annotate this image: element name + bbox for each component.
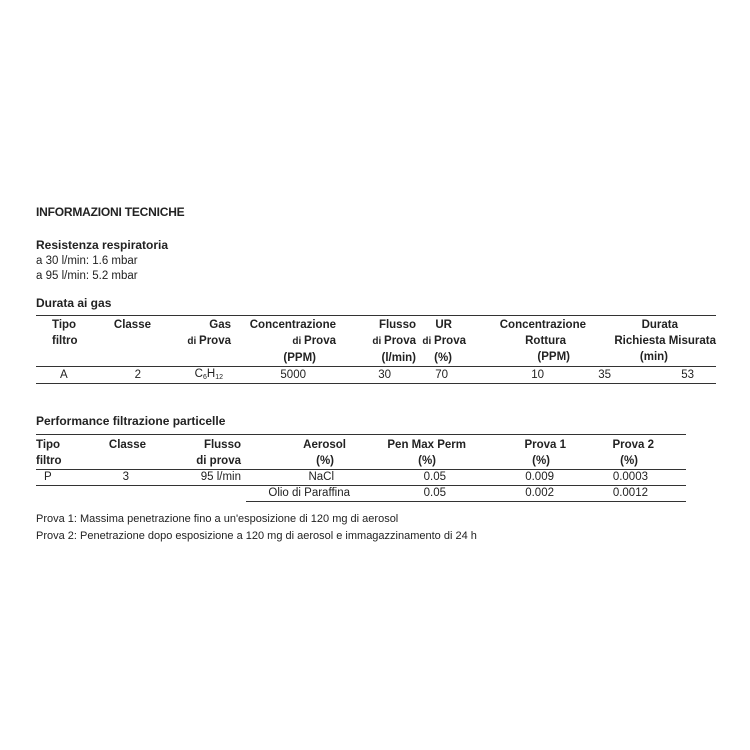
cell-classe: 2 [134,368,141,381]
cell-pen: 0.05 [356,486,476,502]
cell-pen: 0.05 [423,471,446,483]
table-row [36,486,686,502]
cell-prova2: 0.0012 [576,486,656,502]
table-row [36,367,716,384]
col-header-ur: UR di Prova (%) [422,319,466,364]
cell-richiesta: 35 [598,368,611,381]
resistance-heading: Resistenza respiratoria [36,238,169,252]
cell-gas: $C_6H_{12}$ [194,368,223,381]
page-title: INFORMAZIONI TECNICHE [36,205,185,219]
cell-tipo: P [44,471,52,483]
col-header-prova1: Prova 1 (%) [524,439,566,467]
gas-duration-table [36,315,716,384]
cell-flusso: 95 l/min [200,471,241,483]
cell-misurata: 53 [681,368,694,381]
technical-info [36,205,716,545]
col-header-flusso: Flusso di Prova (l/min) [372,319,416,364]
col-header-classe: Classe [108,439,146,451]
table-header-row [36,435,686,470]
note-line: Prova 2: Penetrazione dopo esposizione a 120 mg di aerosol e immagazzinamento di 24 h [36,530,477,542]
col-header-gas: Gas di Prova [187,319,231,347]
particle-section [36,414,716,502]
gas-prova-word: Prova [199,335,231,347]
cell-tipo: A [60,368,68,381]
gas-duration-heading: Durata ai gas [36,296,112,310]
cell-aerosol: NaCl [308,471,334,483]
col-header-durata: Durata Richiesta Misurata (min) [614,319,716,363]
particle-table [36,434,686,502]
cell-classe: 3 [122,471,129,483]
col-header-classe: Classe [113,319,151,331]
cell-conc: 5000 [280,368,306,381]
resistance-line: a 30 l/min: 1.6 mbar [36,255,138,267]
note-line: Prova 1: Massima penetrazione fino a un'esposizione di 120 mg di aerosol [36,513,399,525]
notes [36,511,716,545]
cell-prova2: 0.0003 [612,471,648,483]
gas-duration-section [36,296,716,384]
col-header-aerosol: Aerosol (%) [303,439,346,467]
table-row [36,470,686,486]
col-header-conc: Concentrazione di Prova (PPM) [249,319,336,364]
col-header-prova2: Prova 2 (%) [612,439,654,467]
cell-flusso: 30 [378,368,391,381]
cell-rottura: 10 [531,368,544,381]
col-header-pen: Pen Max Perm (%) [387,439,466,467]
resistance-line: a 95 l/min: 5.2 mbar [36,270,138,282]
particle-heading: Performance filtrazione particelle [36,414,226,428]
table-header-row [36,316,716,367]
cell-prova1: 0.009 [525,471,554,483]
col-header-rottura: Concentrazione Rottura (PPM) [499,319,586,363]
cell-ur: 70 [435,368,448,381]
cell-prova1: 0.002 [476,486,576,502]
col-header-tipo: Tipo filtro [52,319,78,347]
col-header-tipo: Tipo filtro [36,439,62,467]
cell-aerosol: Olio di Paraffina [246,486,356,502]
resistance-section [36,238,716,284]
col-header-flusso: Flusso di prova [196,439,241,467]
